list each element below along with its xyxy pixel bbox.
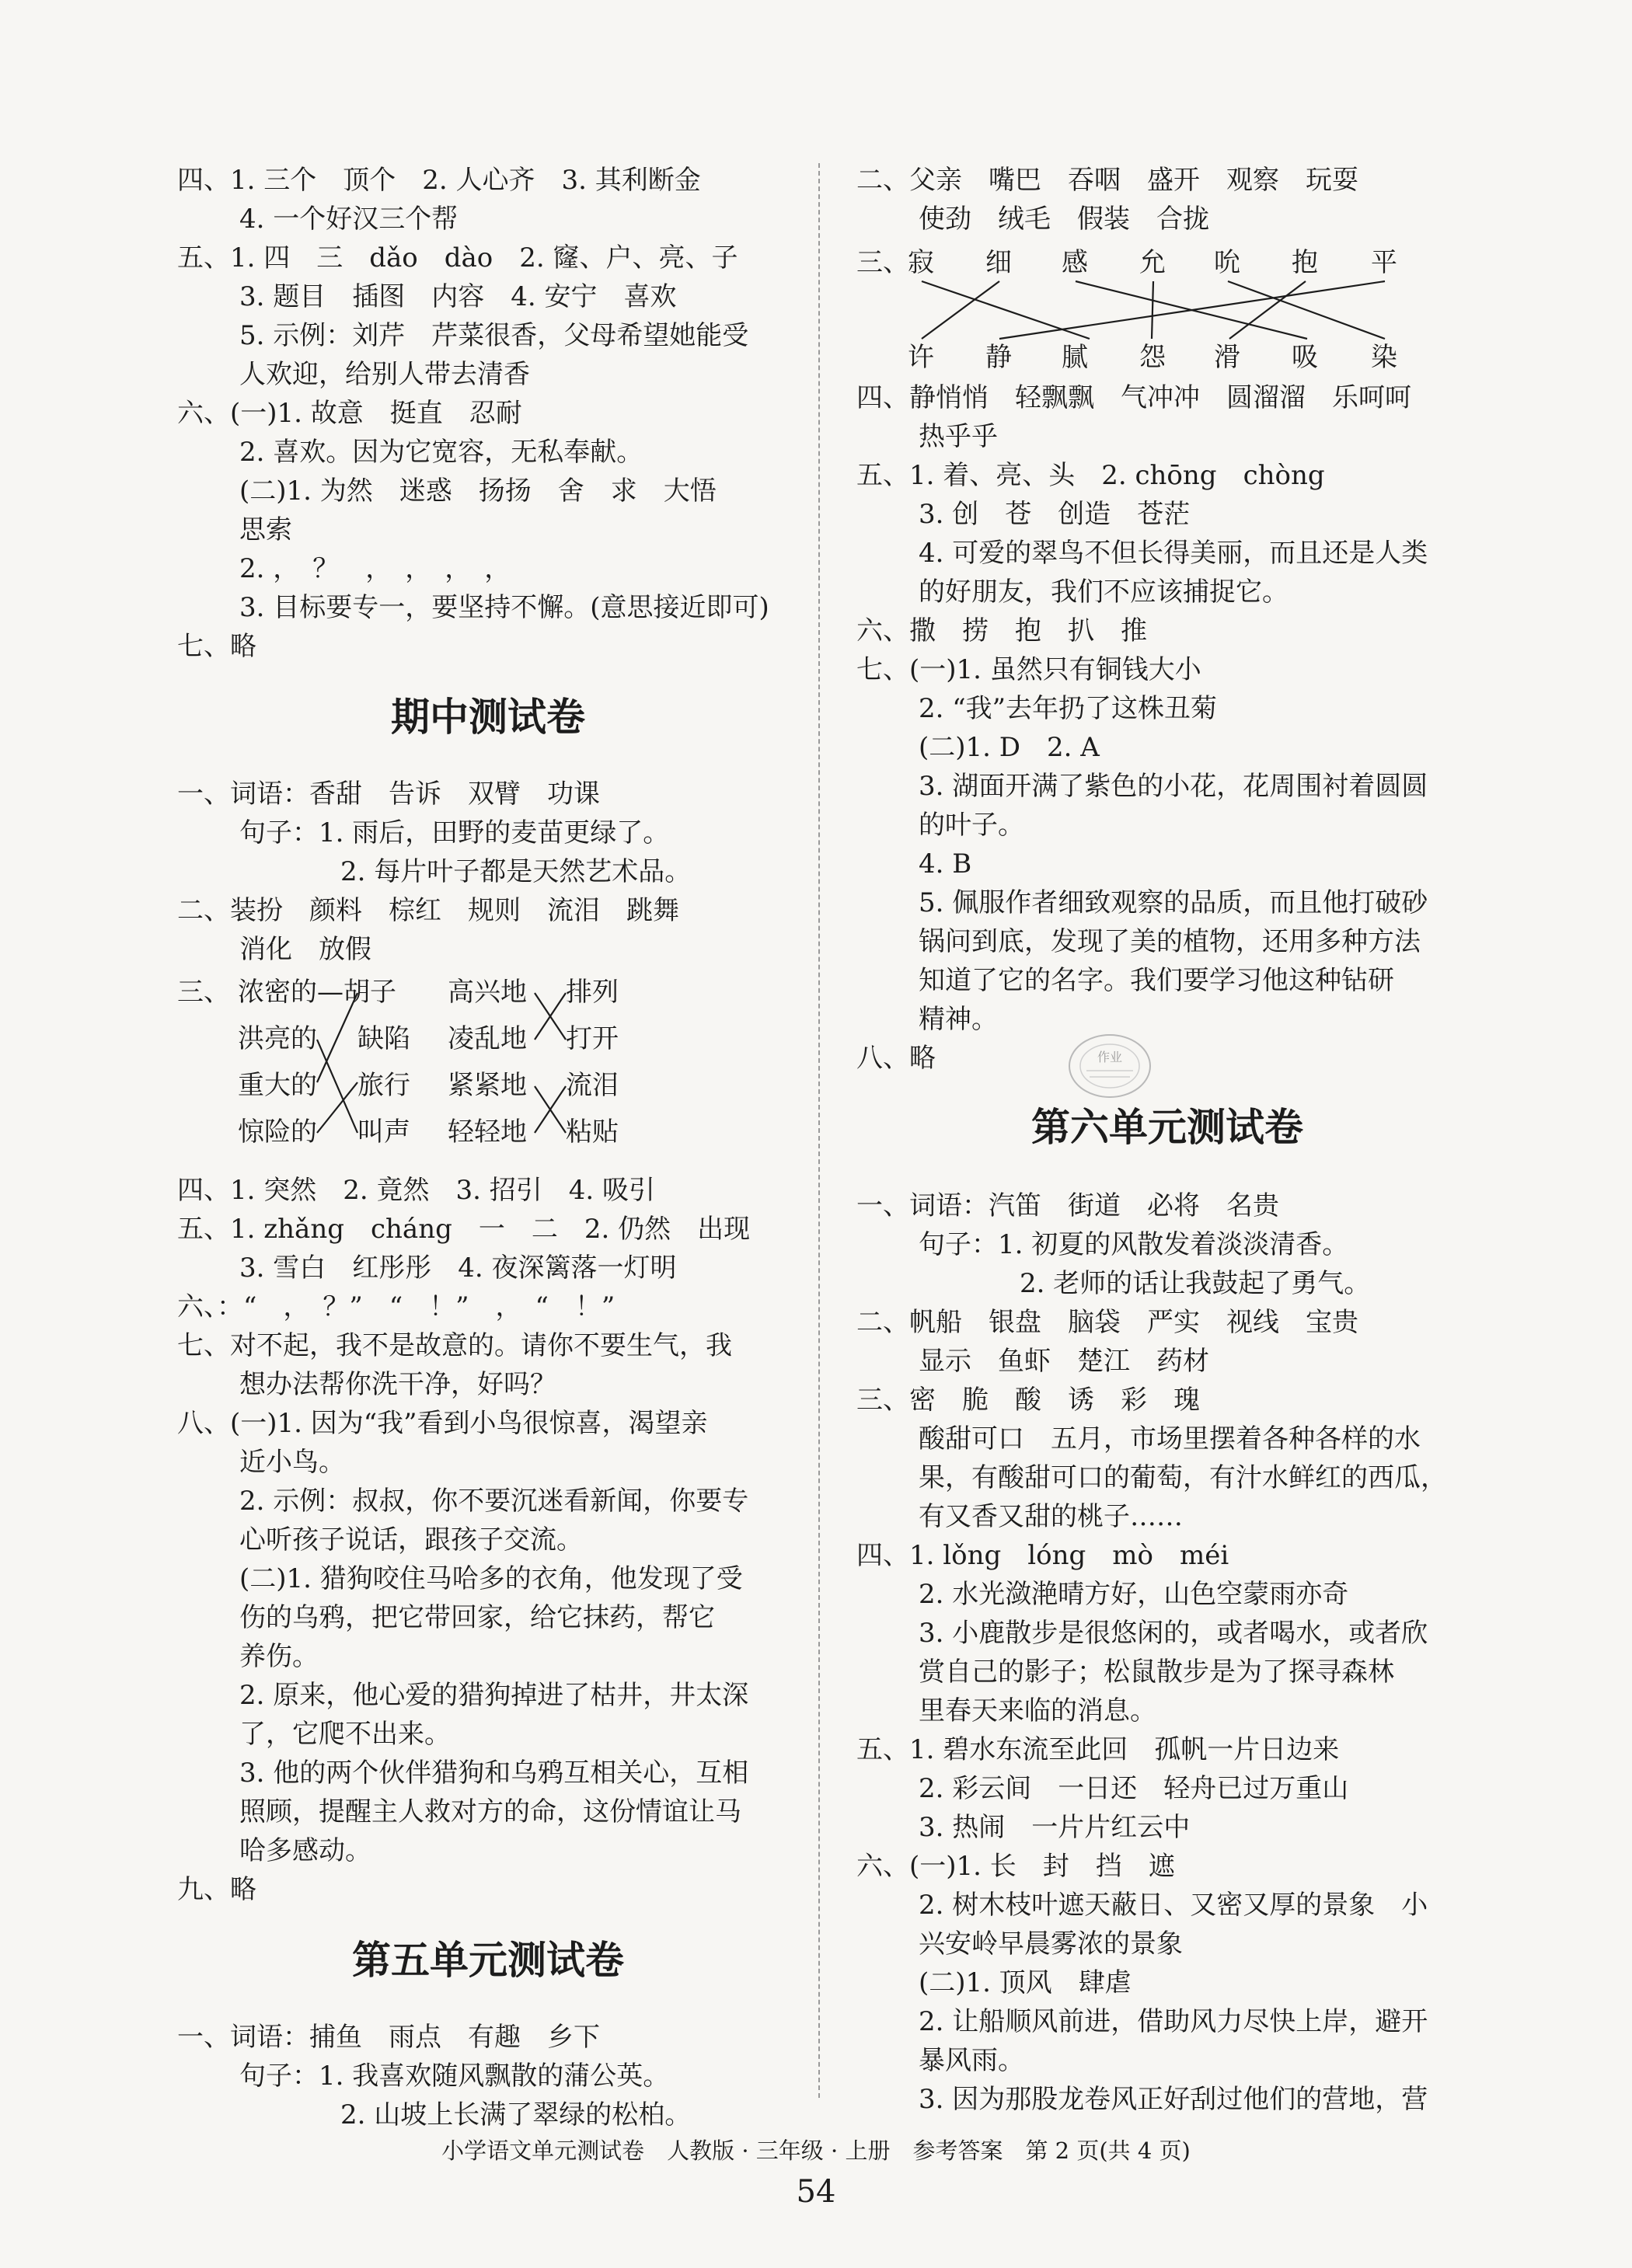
answer-line: 酸甜可口 五月，市场里摆着各种各样的水 <box>919 1423 1421 1455</box>
match-item: 重大的 <box>238 1070 317 1101</box>
answer-line: 3. 热闹 一片片红云中 <box>919 1812 1191 1843</box>
match-bottom-char: 怨 <box>1139 342 1166 373</box>
answer-line: 4. 可爱的翠鸟不但长得美丽，而且还是人类 <box>919 538 1428 569</box>
answer-line: 了，它爬不出来。 <box>239 1719 451 1750</box>
match-line <box>317 1082 357 1133</box>
answer-line: 养伤。 <box>239 1641 319 1672</box>
answer-line: 五、1. 碧水东流至此回 孤帆一片日边来 <box>856 1734 1340 1765</box>
answer-line: 3. 创 苍 创造 苍茫 <box>919 499 1191 530</box>
answer-line: 一、词语：汽笛 街道 必将 名贵 <box>856 1190 1279 1221</box>
answer-line: 九、略 <box>177 1874 256 1905</box>
answer-line: 哈多感动。 <box>239 1835 371 1866</box>
answer-line: 3. 小鹿散步是很悠闲的，或者喝水，或者欣 <box>919 1618 1428 1649</box>
answer-line: 八、略 <box>856 1043 936 1074</box>
match-bottom-char: 滑 <box>1214 342 1240 373</box>
match-label: 三、 <box>177 977 230 1008</box>
answer-line: 七、对不起，我不是故意的。请你不要生气，我 <box>177 1330 732 1361</box>
answer-line: (二)1. 顶风 肆虐 <box>919 1967 1132 1998</box>
answer-line: 兴安岭早晨雾浓的景象 <box>919 1928 1183 1960</box>
match-item: 流泪 <box>566 1070 619 1101</box>
answer-line: 照顾，提醒主人救对方的命，这份情谊让马 <box>239 1796 741 1827</box>
match-line <box>922 281 1090 339</box>
answer-line: (二)1. 猎狗咬住马哈多的衣角，他发现了受 <box>239 1563 743 1594</box>
answer-line: 2. 原来，他心爱的猎狗掉进了枯井，井太深 <box>239 1680 749 1711</box>
stamp-icon <box>1063 1027 1156 1105</box>
answer-line: 2. 树木枝叶遮天蔽日、又密又厚的景象 小 <box>919 1890 1428 1921</box>
match-item: 惊险的 <box>238 1117 317 1148</box>
match-item: 叫声 <box>357 1117 410 1148</box>
answer-line: 4. B <box>919 848 972 880</box>
answer-line: 3. 题目 插图 内容 4. 安宁 喜欢 <box>239 281 677 312</box>
answer-line: 里春天来临的消息。 <box>919 1695 1156 1726</box>
answer-line: 4. 一个好汉三个帮 <box>239 204 459 235</box>
match-bottom-char: 吸 <box>1292 342 1318 373</box>
match-line <box>1229 281 1306 339</box>
match-bottom-char: 许 <box>908 342 934 373</box>
answer-line: 2. “我”去年扔了这株丑菊 <box>919 693 1218 724</box>
answer-line: 2. 老师的话让我鼓起了勇气。 <box>1020 1268 1371 1299</box>
match-item: 排列 <box>566 977 619 1008</box>
answer-line: 八、(一)1. 因为“我”看到小鸟很惊喜，渴望亲 <box>177 1408 708 1439</box>
match-top-char: 平 <box>1371 247 1397 278</box>
answer-line: 人欢迎，给别人带去清香 <box>239 359 530 390</box>
answer-line: 六、(一)1. 长 封 挡 遮 <box>856 1851 1175 1882</box>
match-item: 高兴地 <box>448 977 527 1008</box>
match-label: 三、 <box>856 247 909 278</box>
answer-line: 五、1. zhǎng cháng 一 二 2. 仍然 出现 <box>177 1214 751 1245</box>
answer-line: 三、密 脆 酸 诱 彩 瑰 <box>856 1385 1200 1416</box>
match-bottom-char: 腻 <box>1062 342 1088 373</box>
answer-line: 二、帆船 银盘 脑袋 严实 视线 宝贵 <box>856 1307 1358 1338</box>
midterm-heading: 期中测试卷 <box>391 695 585 740</box>
answer-line: 果，有酸甜可口的葡萄，有汁水鲜红的西瓜， <box>919 1462 1447 1493</box>
match-line <box>1152 281 1153 339</box>
answer-line: 二、装扮 颜料 棕红 规则 流泪 跳舞 <box>177 895 679 926</box>
page-footer: 小学语文单元测试卷 人教版 · 三年级 · 上册 参考答案 第 2 页(共 4 页) <box>441 2137 1191 2164</box>
answer-line: 3. 目标要专一，要坚持不懈。(意思接近即可) <box>239 592 769 623</box>
stamp-text: 作业 <box>1097 1050 1123 1064</box>
answer-line: 2. 山坡上长满了翠绿的松柏。 <box>340 2099 692 2130</box>
match-line <box>317 993 357 1082</box>
answer-line: 二、父亲 嘴巴 吞咽 盛开 观察 玩耍 <box>856 165 1358 196</box>
answer-line: 的好朋友，我们不应该捕捉它。 <box>919 577 1289 608</box>
match-top-char: 寂 <box>908 247 934 278</box>
match-top-char: 吮 <box>1214 247 1240 278</box>
answer-line: 七、略 <box>177 631 256 662</box>
match-line <box>317 1040 357 1133</box>
answer-line: 想办法帮你洗干净，好吗？ <box>239 1369 556 1400</box>
answer-line: 五、1. 着、亮、头 2. chōng chòng <box>856 460 1325 491</box>
answer-line: 有又香又甜的桃子…… <box>919 1501 1183 1532</box>
answer-line: 5. 佩服作者细致观察的品质，而且他打破砂 <box>919 887 1428 918</box>
answer-line: 五、1. 四 三 dǎo dào 2. 窿、户、亮、子 <box>177 242 738 273</box>
match-item: 轻轻地 <box>448 1117 527 1148</box>
match-line <box>922 281 999 339</box>
answer-line: 3. 湖面开满了紫色的小花，花周围衬着圆圆 <box>919 771 1428 802</box>
page-number: 54 <box>796 2174 836 2210</box>
unit5-heading: 第五单元测试卷 <box>352 1938 624 1983</box>
match-item: 粘贴 <box>566 1117 619 1148</box>
match-item: 缺陷 <box>357 1023 410 1054</box>
answer-line: 四、1. lǒng lóng mò méi <box>856 1540 1229 1571</box>
match-bottom-char: 染 <box>1371 342 1397 373</box>
match-item: 旅行 <box>357 1070 410 1101</box>
match-top-char: 感 <box>1062 247 1088 278</box>
answer-line: 2. ， ？ ， ， ， ， <box>239 553 511 584</box>
match-top-char: 抱 <box>1292 247 1318 278</box>
answer-line: 六、：“ ， ？” “ ！” ， “ ！” <box>177 1291 615 1322</box>
column-divider <box>818 163 820 2098</box>
answer-line: 句子：1. 初夏的风散发着淡淡清香。 <box>919 1229 1349 1260</box>
answer-line: 显示 鱼虾 楚江 药材 <box>919 1346 1209 1377</box>
answer-line: 思索 <box>239 514 292 545</box>
match-item: 紧紧地 <box>448 1070 527 1101</box>
answer-line: 六、(一)1. 故意 挺直 忍耐 <box>177 398 522 429</box>
answer-line: 2. 彩云间 一日还 轻舟已过万重山 <box>919 1773 1349 1804</box>
match-item: 浓密的—胡子 <box>238 977 396 1008</box>
match-top-char: 允 <box>1139 247 1166 278</box>
answer-line: 七、(一)1. 虽然只有铜钱大小 <box>856 654 1201 685</box>
answer-line: 3. 雪白 红彤彤 4. 夜深篱落一灯明 <box>239 1252 677 1284</box>
match-top-char: 细 <box>985 247 1012 278</box>
answer-line: 赏自己的影子；松鼠散步是为了探寻森林 <box>919 1657 1394 1688</box>
answer-line: 近小鸟。 <box>239 1447 345 1478</box>
answer-line: 锅问到底，发现了美的植物，还用多种方法 <box>919 926 1421 957</box>
answer-line: 句子：1. 雨后，田野的麦苗更绿了。 <box>239 817 670 848</box>
answer-line: 2. 示例：叔叔，你不要沉迷看新闻，你要专 <box>239 1486 749 1517</box>
match-line <box>1228 281 1385 339</box>
unit6-heading: 第六单元测试卷 <box>1031 1105 1303 1150</box>
answer-line: 四、静悄悄 轻飘飘 气冲冲 圆溜溜 乐呵呵 <box>856 382 1411 413</box>
match-item: 凌乱地 <box>448 1023 527 1054</box>
match-item: 打开 <box>566 1023 619 1054</box>
match-lines <box>177 970 799 1156</box>
answer-line: 5. 示例：刘芹 芹菜很香，父母希望她能受 <box>239 320 749 351</box>
answer-line: 3. 他的两个伙伴猎狗和乌鸦互相关心，互相 <box>239 1758 749 1789</box>
answer-line: 3. 因为那股龙卷风正好刮过他们的营地，营 <box>919 2084 1428 2115</box>
answer-line: 2. 喜欢。因为它宽容，无私奉献。 <box>239 437 643 468</box>
answer-line: 四、1. 三个 顶个 2. 人心齐 3. 其利断金 <box>177 165 701 196</box>
answer-line: 知道了它的名字。我们要学习他这种钻研 <box>919 965 1394 996</box>
answer-line: (二)1. 为然 迷惑 扬扬 舍 求 大悟 <box>239 476 717 507</box>
answer-line: 2. 每片叶子都是天然艺术品。 <box>340 856 692 887</box>
match-lines <box>856 270 1478 348</box>
answer-line: (二)1. D 2. A <box>919 732 1100 763</box>
match-item: 洪亮的 <box>238 1023 317 1054</box>
answer-line: 一、词语：捕鱼 雨点 有趣 乡下 <box>177 2022 600 2053</box>
answer-line: 四、1. 突然 2. 竟然 3. 招引 4. 吸引 <box>177 1175 655 1206</box>
answer-line: 2. 让船顺风前进，借助风力尽快上岸，避开 <box>919 2006 1428 2037</box>
match-bottom-char: 静 <box>985 342 1012 373</box>
answer-line: 的叶子。 <box>919 810 1024 841</box>
answer-line: 精神。 <box>919 1004 998 1035</box>
answer-line: 心听孩子说话，跟孩子交流。 <box>239 1524 583 1556</box>
answer-line: 六、撒 捞 抱 扒 推 <box>856 615 1147 646</box>
answer-line: 使劲 绒毛 假装 合拢 <box>919 204 1209 235</box>
answer-line: 句子：1. 我喜欢随风飘散的蒲公英。 <box>239 2061 670 2092</box>
answer-line: 2. 水光潋滟晴方好，山色空蒙雨亦奇 <box>919 1579 1349 1610</box>
answer-line: 热乎乎 <box>919 421 998 452</box>
match-line <box>999 281 1385 339</box>
answer-line: 暴风雨。 <box>919 2045 1024 2076</box>
answer-line: 伤的乌鸦，把它带回家，给它抹药，帮它 <box>239 1602 715 1633</box>
answer-line: 消化 放假 <box>239 934 371 965</box>
answer-line: 一、词语：香甜 告诉 双臂 功课 <box>177 779 600 810</box>
